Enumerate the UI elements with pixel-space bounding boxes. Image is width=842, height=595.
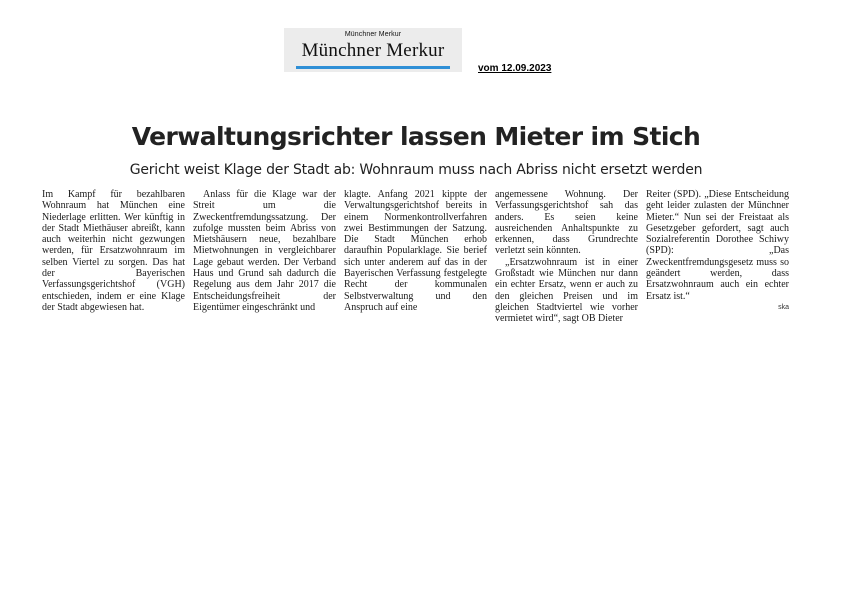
- author-initials: ska: [778, 303, 789, 311]
- paragraph: Reiter (SPD). „Diese Entscheidung geht leider zulasten der Münchner Mieter.“ Nun sei der Freistaat als Gesetzgeber gefordert, sagt auch Sozialreferentin Dorothee Schiwy (SPD): „Das Zweckentfremdungsgesetz muss so geändert werden, dass Ersatzwohnraum auch ein echter Ersatz ist.“: [646, 189, 789, 302]
- paragraph: klagte. Anfang 2021 kippte der Verwaltungsgerichtshof bereits in einem Normenkontrollverfahren zwei Bestimmungen der Satzung. Die Stadt München erhob daraufhin Popularklage. Sie berief sich unter anderem auf das in der Bayerischen Verfassung festgelegte Recht der kommunalen Selbstverwaltung und den Anspruch auf eine: [344, 189, 487, 313]
- paragraph: Anlass für die Klage war der Streit um die Zweckentfremdungssatzung. Der zufolge mussten beim Abriss von Mietshäusern neue, bezahlbare Mietwohnungen in vergleichbarer Lage gebaut werden. Der Verband Haus und Grund sah dadurch die Regelung aus dem Jahr 2017 die Entscheidungsfreiheit der Eigentümer eingeschränkt und: [193, 189, 336, 313]
- paragraph: „Ersatzwohnraum ist in einer Großstadt wie München nur dann ein echter Ersatz, wenn er auch zu den gleichen Preisen und im gleichen Stadtviertel wie vorher vermietet wird“, sagt OB Dieter: [495, 256, 638, 325]
- article-subheadline: Gericht weist Klage der Stadt ab: Wohnraum muss nach Abriss nicht ersetzt werden: [129, 162, 703, 178]
- masthead-logo-title: Münchner Merkur: [301, 40, 445, 61]
- paragraph: Im Kampf für bezahlbaren Wohnraum hat München eine Niederlage erlitten. Wer künftig in der Stadt Miethäuser abreißt, kann auch weiterhin nicht gezwungen werden, für Ersatzwohnraum im selben Viertel zu sorgen. Das hat der Bayerischen Verfassungsgerichtshof (VGH) entschieden, indem er eine Klage der Stadt abgewiesen hat.: [42, 189, 185, 313]
- paragraph: angemessene Wohnung. Der Verfassungsgerichtshof sah das anders. Es seien keine ausreichenden Anhaltspunkte zu erkennen, dass Grundrechte verletzt sein könnten.: [495, 189, 638, 257]
- publication-date: vom 12.09.2023: [478, 63, 552, 74]
- newspaper-masthead: [284, 28, 462, 72]
- article-column-4: [495, 189, 638, 325]
- article-column-2: [193, 189, 336, 313]
- article-column-1: [42, 189, 185, 313]
- masthead-small-title: Münchner Merkur: [344, 31, 402, 38]
- masthead-blue-rule: [296, 66, 450, 69]
- article-headline: Verwaltungsrichter lassen Mieter im Stich: [131, 122, 701, 151]
- article-column-3: [344, 189, 487, 313]
- article-body: [42, 189, 792, 339]
- article-column-5: [646, 189, 789, 311]
